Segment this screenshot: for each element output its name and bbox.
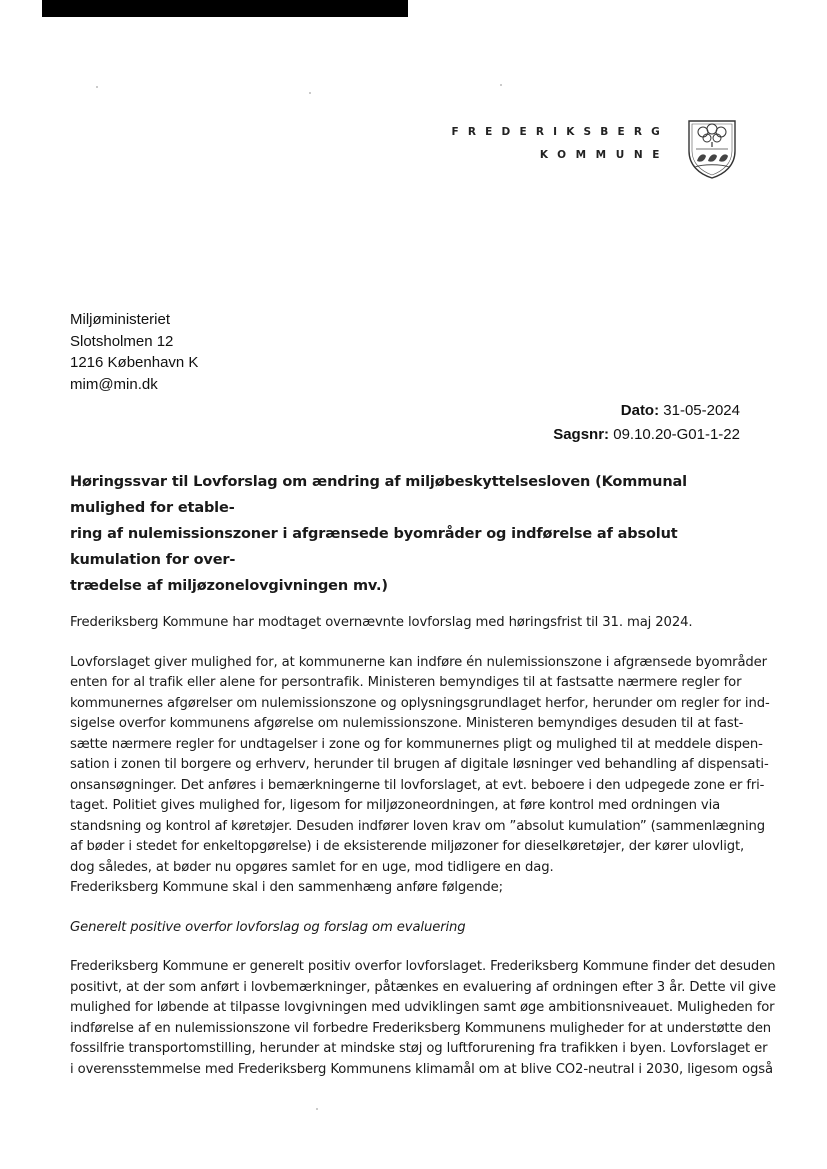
letter-meta (553, 399, 740, 447)
paragraph-line: sation i zonen til borgere og erhverv, herunder til brugen af digitale løsninger ved behandling af dispensati- (70, 757, 769, 772)
recipient-email: mim@min.dk (70, 375, 158, 393)
paragraph-line: sigelse overfor kommunens afgørelse om nulemissionszone. Ministeren bemyndiges desuden til at fast- (70, 716, 744, 731)
paragraph-line: dog således, at bøder nu opgøres samlet for en uge, mod tidligere en dag. (70, 859, 554, 875)
paragraph-line: fossilfrie transportomstilling, herunder at mindske støj og luftforurening fra trafikken i byen. Lovforslaget er (70, 1041, 768, 1056)
case-row (553, 423, 740, 447)
paragraph-line: standsning og kontrol af køretøjer. Desuden indfører loven krav om ”absolut kumulation” (sammenlægning (70, 818, 765, 834)
scan-speck (309, 92, 311, 94)
recipient-street: Slotsholmen 12 (70, 332, 174, 350)
date-label: Dato: (620, 402, 660, 419)
paragraph-line: i overensstemmelse med Frederiksberg Kommunens klimamål om at blive CO2-neutral i 2030, ligesom også (70, 1061, 773, 1077)
paragraph-line: onsansøgninger. Det anføres i bemærkningerne til lovforslaget, at evt. beboere i den udpegede zone er fri- (70, 777, 765, 793)
letterhead-line1: FREDERIKSBERG (451, 126, 669, 138)
title-line: Høringssvar til Lovforslag om ændring af miljøbeskyttelsesloven (Kommunal mulighed for etable- (70, 474, 687, 516)
paragraph-line: kommunernes afgørelser om nulemissionszone og oplysningsgrundlaget herfor, herunder om regler for ind- (70, 695, 770, 711)
paragraph-2 (70, 957, 776, 1080)
recipient-name: Miljøministeriet (70, 311, 171, 328)
paragraph-line: mulighed for løbende at tilpasse lovgivningen med udviklingen samt øge ambitionsniveauet. Muligheden for (70, 1000, 775, 1015)
paragraph-line: Frederiksberg Kommune er generelt positiv overfor lovforslaget. Frederiksberg Kommune finder det desuden (70, 959, 776, 974)
scan-speck (96, 86, 98, 88)
paragraph-line: indførelse af en nulemissionszone vil forbedre Frederiksberg Kommunens muligheder for at understøtte den (70, 1020, 772, 1036)
paragraph-1 (70, 653, 770, 899)
date-value: 31-05-2024 (663, 402, 740, 419)
paragraph-line: af bøder i stedet for enkeltopgørelse) i de eksisterende miljøzoner for dieselkøretøjer, der kører ulovligt, (70, 839, 745, 854)
intro-text: Frederiksberg Kommune har modtaget overnævnte lovforslag med høringsfrist til 31. maj 2024. (70, 615, 693, 630)
paragraph-line: Lovforslaget giver mulighed for, at kommunerne kan indføre én nulemissionszone i afgrænsede byområder (70, 654, 767, 670)
coat-of-arms-icon (683, 117, 741, 179)
paragraph-line: positivt, at der som anført i lovbemærkninger, påtænkes en evaluering af ordningen efter 3 år. Dette vil give (70, 979, 776, 995)
paragraph-line: enten for al trafik eller alene for persontrafik. Ministeren bemyndiges til at fastsatte nærmere regler for (70, 675, 742, 690)
scan-speck (316, 1108, 318, 1110)
paragraph-line: taget. Politiet gives mulighed for, ligesom for miljøzoneordningen, at føre kontrol med ordningen via (70, 798, 721, 813)
date-row (553, 399, 740, 423)
letter-body (70, 469, 776, 1080)
letterhead-line2: KOMMUNE (539, 149, 669, 161)
case-label: Sagsnr: (553, 426, 610, 443)
recipient-city: 1216 København K (70, 354, 199, 371)
paragraph-line: Frederiksberg Kommune skal i den sammenhæng anføre følgende; (70, 880, 503, 895)
letter-title (70, 469, 742, 599)
redaction-bar (42, 0, 408, 17)
recipient-address (70, 309, 198, 395)
title-line: trædelse af miljøzonelovgivningen mv.) (70, 578, 388, 594)
scan-speck (500, 84, 502, 86)
subheading: Generelt positive overfor lovforslag og forslag om evaluering (70, 919, 466, 935)
intro-paragraph (70, 613, 742, 634)
case-value: 09.10.20-G01-1-22 (613, 426, 740, 443)
paragraph-line: sætte nærmere regler for undtagelser i zone og for kommunernes pligt og mulighed til at meddele dispen- (70, 736, 763, 752)
title-line: ring af nulemissionszoner i afgrænsede byområder og indførelse af absolut kumulation for over- (70, 526, 678, 568)
